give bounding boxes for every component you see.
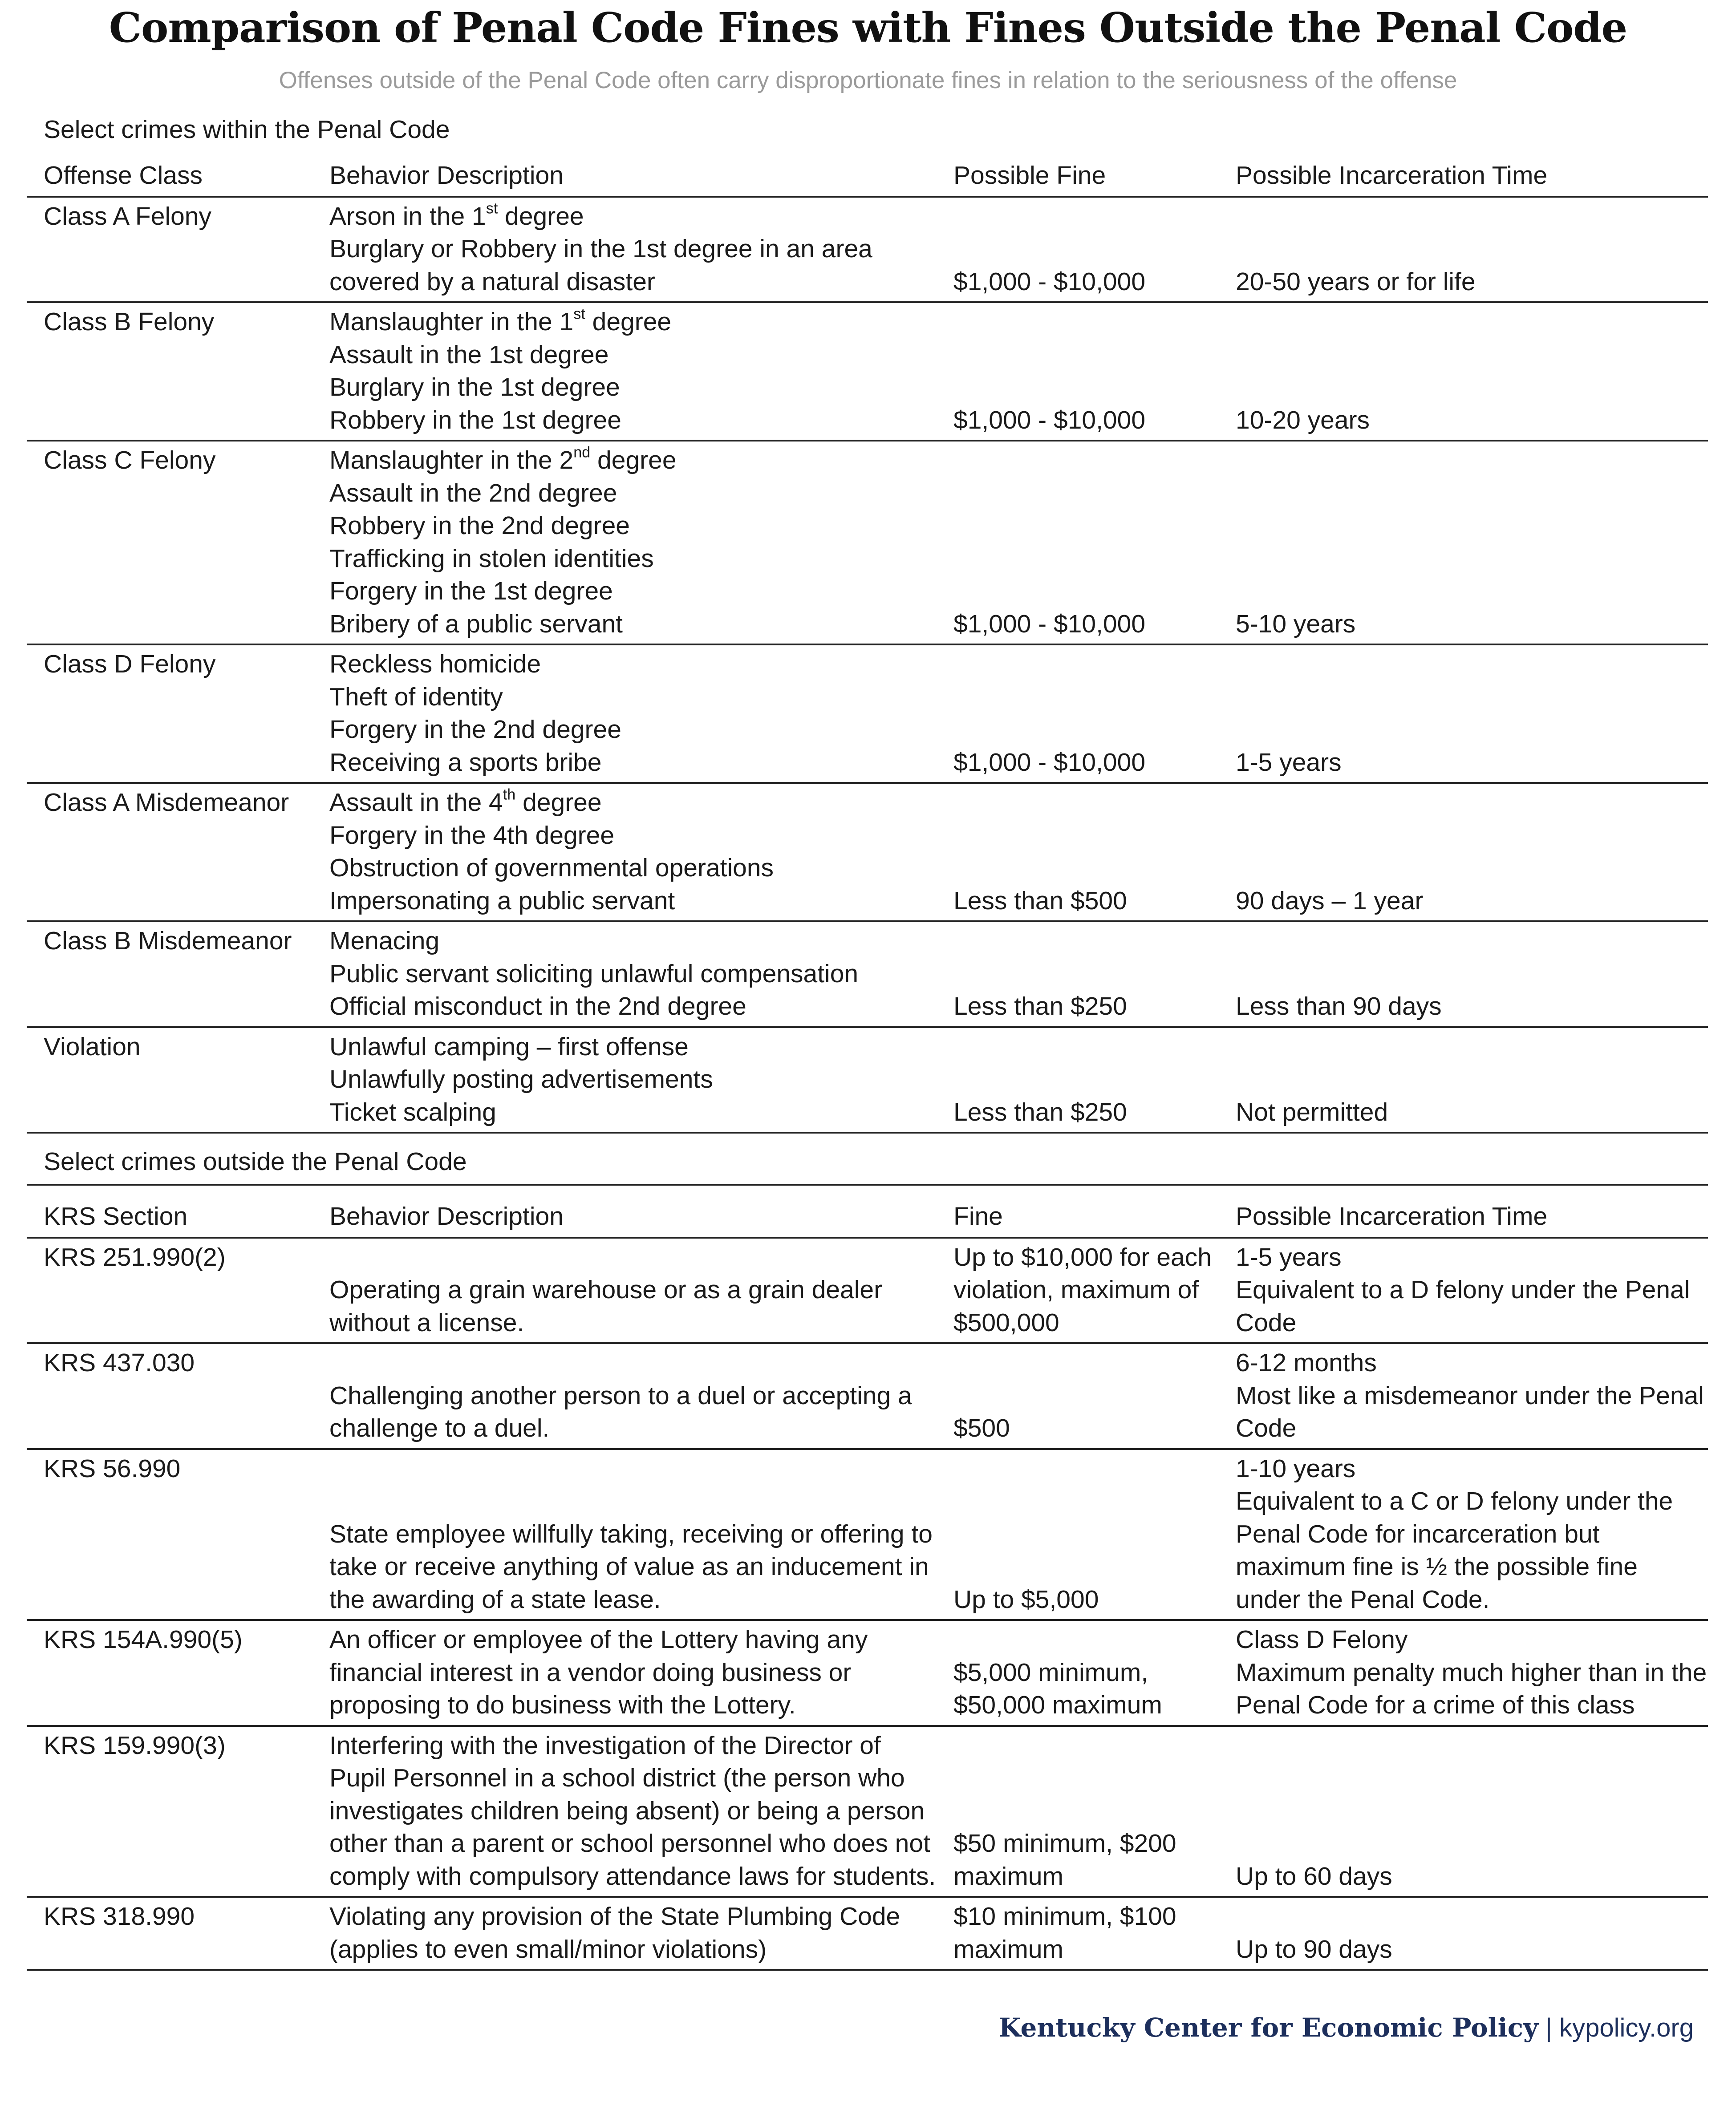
behavior-text: Arson in the 1 [329,202,486,231]
behavior-text: Obstruction of governmental operations [329,854,774,882]
ordinal-suffix: nd [573,444,591,461]
behavior-cell [329,1027,953,1133]
fine-text: Up to $10,000 for each violation, maximum of $500,000 [953,1243,1212,1337]
column-header: KRS Section [27,1200,329,1238]
behavior-cell [329,1897,953,1970]
penal-code-table [27,159,1708,1134]
behavior-line [329,543,953,575]
behavior-text: Robbery in the 1st degree [329,405,621,434]
table-row [27,644,1708,783]
behavior-text: Robbery in the 2nd degree [329,511,630,540]
offense-class-cell: Class C Felony [27,441,329,644]
behavior-text: Trafficking in stolen identities [329,544,654,573]
behavior-line [329,266,953,299]
table-row [27,441,1708,644]
incarceration-line: 6-12 months [1236,1349,1377,1377]
behavior-text: Reckless homicide [329,650,541,678]
behavior-text-tail: degree [498,202,584,231]
behavior-text: Operating a grain warehouse or as a grain dealer without a license. [329,1276,883,1337]
behavior-text: Bribery of a public servant [329,609,623,638]
behavior-line [329,1031,953,1064]
behavior-text: Unlawfully posting advertisements [329,1065,713,1093]
behavior-line [329,713,953,746]
behavior-line [329,608,953,641]
column-header: Behavior Description [329,159,953,197]
footer-separator: | [1545,2013,1552,2042]
fine-cell [953,1620,1236,1726]
offense-class-cell: Class A Felony [27,197,329,303]
column-header: Possible Incarceration Time [1236,1200,1708,1238]
behavior-text: Assault in the 2nd degree [329,478,617,507]
behavior-line [329,648,953,681]
behavior-text-tail: degree [590,446,677,474]
incarceration-cell: Not permitted [1236,1027,1708,1133]
krs-section-cell: KRS 251.990(2) [27,1238,329,1344]
ordinal-suffix: st [573,305,585,323]
incarceration-cell [1236,1238,1708,1344]
section-divider [27,1184,1708,1186]
behavior-cell [329,302,953,441]
behavior-text: Impersonating a public servant [329,886,675,915]
fine-cell: Less than $500 [953,783,1236,921]
fine-cell: $1,000 - $10,000 [953,644,1236,783]
behavior-cell [329,1238,953,1344]
behavior-cell [329,441,953,644]
fine-cell [953,1238,1236,1344]
fine-cell [953,1449,1236,1620]
table-row [27,1027,1708,1133]
behavior-text-tail: degree [585,308,672,336]
column-header: Offense Class [27,159,329,197]
table-row [27,197,1708,303]
table-row [27,302,1708,441]
behavior-cell [329,1726,953,1897]
section1-heading: Select crimes within the Penal Code [44,115,450,144]
incarceration-line: Class D Felony [1236,1625,1408,1654]
behavior-line [329,990,953,1023]
behavior-text: Theft of identity [329,682,503,711]
krs-section-cell: KRS 159.990(3) [27,1726,329,1897]
footer-org: Kentucky Center for Economic Policy [998,2013,1538,2043]
fine-cell [953,1897,1236,1970]
table-row [27,1238,1708,1344]
behavior-text: Forgery in the 2nd degree [329,715,621,744]
behavior-text: Burglary or Robbery in the 1st degree in an area [329,235,872,263]
behavior-line [329,575,953,608]
offense-class-cell: Class D Felony [27,644,329,783]
behavior-cell [329,783,953,921]
fine-cell [953,1726,1236,1897]
behavior-cell [329,1620,953,1726]
behavior-cell [329,197,953,303]
incarceration-line: 1-10 years [1236,1454,1356,1483]
incarceration-line: Most like a misdemeanor under the Penal Code [1236,1381,1704,1442]
behavior-text: Forgery in the 1st degree [329,577,613,605]
krs-section-cell: KRS 437.030 [27,1343,329,1449]
fine-cell: $1,000 - $10,000 [953,197,1236,303]
fine-text: $10 minimum, $100 maximum [953,1902,1176,1964]
fine-text: $50 minimum, $200 maximum [953,1829,1176,1891]
table-row [27,1620,1708,1726]
incarceration-cell: 90 days – 1 year [1236,783,1708,921]
table-row [27,1897,1708,1970]
behavior-text: An officer or employee of the Lottery having any financial interest in a vendor doing business or proposing to do business with the Lottery. [329,1625,868,1719]
section2-heading: Select crimes outside the Penal Code [44,1147,467,1176]
behavior-text: Manslaughter in the 1 [329,308,574,336]
page-title: Comparison of Penal Code Fines with Fines Outside the Penal Code [109,4,1627,52]
behavior-line [329,404,953,437]
incarceration-cell [1236,1620,1708,1726]
behavior-line [329,852,953,885]
incarceration-cell [1236,1449,1708,1620]
behavior-line [329,786,953,819]
fine-text: $500 [953,1414,1010,1442]
fine-text: Up to $5,000 [953,1585,1099,1614]
fine-cell: Less than $250 [953,921,1236,1027]
behavior-cell [329,1449,953,1620]
offense-class-cell: Violation [27,1027,329,1133]
incarceration-cell: Less than 90 days [1236,921,1708,1027]
behavior-line [329,885,953,918]
column-header: Behavior Description [329,1200,953,1238]
column-header: Fine [953,1200,1236,1238]
behavior-line [329,477,953,510]
table-header-row [27,1200,1708,1238]
behavior-line [329,958,953,991]
behavior-line [329,306,953,339]
behavior-cell [329,644,953,783]
incarceration-line: Equivalent to a C or D felony under the Penal Code for incarceration but maximum fine is ½ the possible fine under the Penal Code. [1236,1487,1673,1614]
incarceration-cell: 1-5 years [1236,644,1708,783]
behavior-text: Ticket scalping [329,1097,496,1126]
behavior-line [329,746,953,779]
offense-class-cell: Class B Misdemeanor [27,921,329,1027]
table-row [27,783,1708,921]
ordinal-suffix: th [503,786,516,803]
behavior-text: Forgery in the 4th degree [329,821,615,850]
incarceration-line: Maximum penalty much higher than in the Penal Code for a crime of this class [1236,1658,1707,1719]
behavior-line [329,233,953,266]
behavior-text: State employee willfully taking, receiving or offering to take or receive anything of value as an inducement in the awarding of a state lease. [329,1519,933,1614]
offense-class-cell: Class B Felony [27,302,329,441]
krs-section-cell: KRS 154A.990(5) [27,1620,329,1726]
footer-credit [998,2013,1694,2043]
table-row [27,921,1708,1027]
behavior-text-tail: degree [515,788,602,817]
behavior-text: Burglary in the 1st degree [329,373,620,401]
behavior-line [329,200,953,233]
footer-site[interactable]: kypolicy.org [1559,2013,1694,2042]
behavior-text: Assault in the 4 [329,788,503,817]
table-header-row [27,159,1708,197]
behavior-line [329,1063,953,1096]
outside-penal-code-table [27,1200,1708,1971]
table-row [27,1726,1708,1897]
offense-class-cell: Class A Misdemeanor [27,783,329,921]
incarceration-cell [1236,1897,1708,1970]
behavior-text: covered by a natural disaster [329,267,655,296]
behavior-text: Unlawful camping – first offense [329,1032,689,1061]
krs-section-cell: KRS 318.990 [27,1897,329,1970]
behavior-text: Challenging another person to a duel or accepting a challenge to a duel. [329,1381,912,1442]
behavior-cell [329,1343,953,1449]
incarceration-cell: 5-10 years [1236,441,1708,644]
table-row [27,1449,1708,1620]
behavior-line [329,925,953,958]
behavior-text: Menacing [329,927,440,955]
behavior-line [329,819,953,852]
behavior-text: Manslaughter in the 2 [329,446,574,474]
behavior-text: Public servant soliciting unlawful compensation [329,959,859,988]
behavior-line [329,1096,953,1129]
behavior-text: Official misconduct in the 2nd degree [329,992,746,1021]
fine-cell: $1,000 - $10,000 [953,302,1236,441]
behavior-line [329,681,953,714]
behavior-text: Assault in the 1st degree [329,340,609,369]
incarceration-line: Up to 60 days [1236,1862,1392,1891]
column-header: Possible Fine [953,159,1236,197]
incarceration-cell: 20-50 years or for life [1236,197,1708,303]
behavior-text: Interfering with the investigation of the Director of Pupil Personnel in a school district (the person who investigates children being absent) or being a person other than a parent or school personnel who does not comply with compulsory attendance laws for students. [329,1731,936,1891]
fine-cell: Less than $250 [953,1027,1236,1133]
incarceration-line: Equivalent to a D felony under the Penal Code [1236,1276,1690,1337]
ordinal-suffix: st [486,199,498,217]
behavior-line [329,510,953,543]
incarceration-line: 1-5 years [1236,1243,1342,1272]
fine-text: $5,000 minimum, $50,000 maximum [953,1658,1162,1719]
incarceration-cell: 10-20 years [1236,302,1708,441]
behavior-text: Violating any provision of the State Plumbing Code (applies to even small/minor violations) [329,1902,900,1964]
incarceration-cell [1236,1726,1708,1897]
page-subtitle: Offenses outside of the Penal Code often carry disproportionate fines in relation to the seriousness of the offense [279,67,1457,93]
fine-cell [953,1343,1236,1449]
column-header: Possible Incarceration Time [1236,159,1708,197]
behavior-line [329,371,953,404]
behavior-line [329,444,953,477]
behavior-text: Receiving a sports bribe [329,748,602,777]
behavior-line [329,339,953,372]
table-row [27,1343,1708,1449]
incarceration-line: Up to 90 days [1236,1935,1392,1964]
fine-cell: $1,000 - $10,000 [953,441,1236,644]
incarceration-cell [1236,1343,1708,1449]
behavior-cell [329,921,953,1027]
krs-section-cell: KRS 56.990 [27,1449,329,1620]
